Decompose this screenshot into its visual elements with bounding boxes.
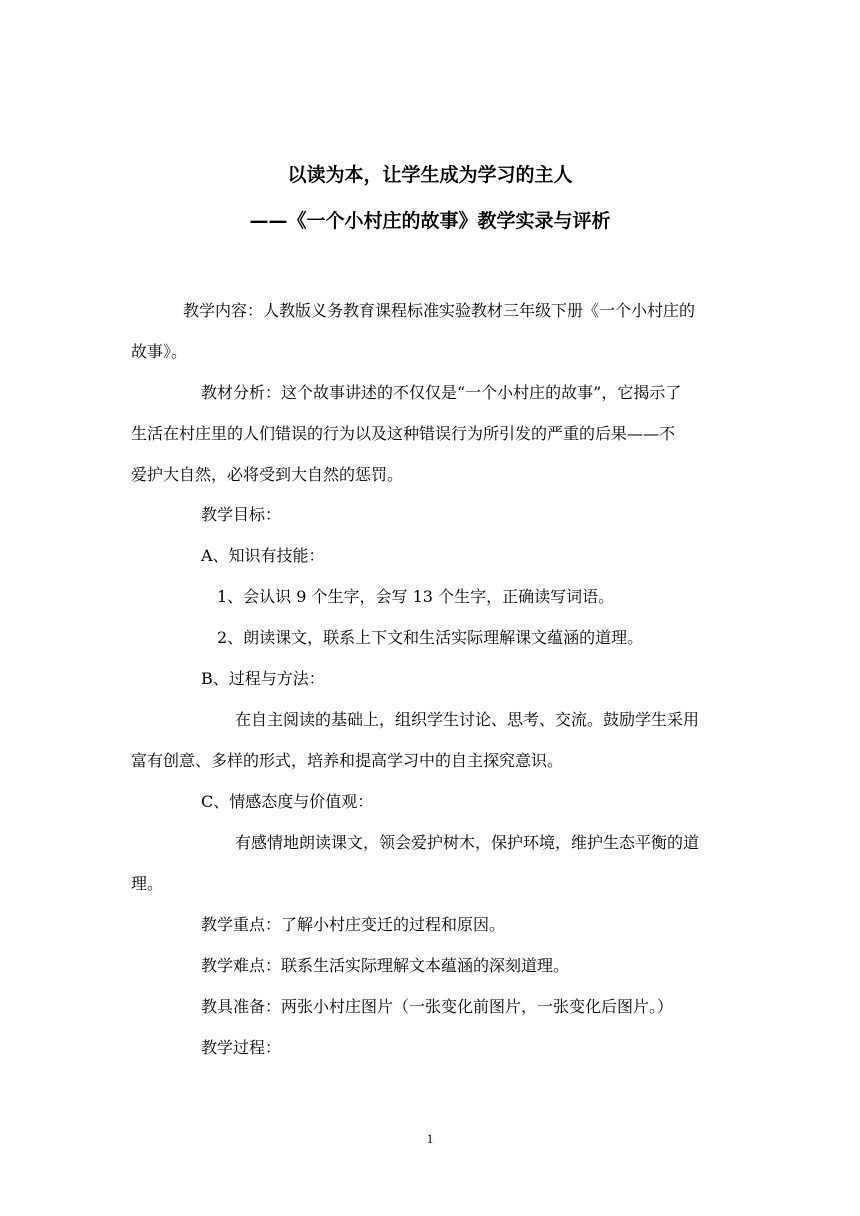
document-subtitle: ——《一个小村庄的故事》教学实录与评析 — [249, 210, 611, 232]
goal-a-item-1: 1、会认识 9 个生字，会写 13 个生字，正确读写词语。 — [217, 587, 615, 606]
goal-b-line-2: 富有创意、多样的形式，培养和提高学习中的自主探究意识。 — [131, 751, 564, 770]
key-point-line: 教学重点：了解小村庄变迁的过程和原因。 — [201, 915, 506, 934]
difficulty-line: 教学难点：联系生活实际理解文本蕴涵的深刻道理。 — [201, 956, 570, 975]
teaching-process-heading: 教学过程： — [201, 1038, 282, 1057]
goal-b-heading: B、过程与方法： — [201, 669, 325, 688]
goal-c-line-1: 有感情地朗读课文，领会爱护树木，保护环境，维护生态平衡的道 — [235, 833, 700, 852]
teaching-content-line-1: 教学内容：人教版义务教育课程标准实验教材三年级下册《一个小村庄的 — [183, 301, 696, 320]
goal-b-line-1: 在自主阅读的基础上，组织学生讨论、思考、交流。鼓励学生采用 — [235, 710, 700, 729]
material-analysis-line-1: 教材分析：这个故事讲述的不仅仅是“一个小村庄的故事”，它揭示了 — [201, 383, 682, 402]
goal-c-line-2: 理。 — [131, 874, 164, 893]
goal-a-item-2: 2、朗读课文，联系上下文和生活实际理解课文蕴涵的道理。 — [217, 628, 644, 647]
goal-c-heading: C、情感态度与价值观： — [201, 792, 374, 811]
teaching-goals-heading: 教学目标： — [201, 505, 282, 524]
material-analysis-line-2: 生活在村庄里的人们错误的行为以及这种错误行为所引发的严重的后果——不 — [131, 424, 676, 443]
document-title: 以读为本，让学生成为学习的主人 — [287, 164, 573, 186]
goal-a-heading: A、知识有技能： — [201, 546, 325, 565]
page-number: 1 — [426, 1131, 434, 1146]
teaching-content-line-2: 故事》。 — [131, 342, 188, 361]
material-analysis-line-3: 爱护大自然，必将受到大自然的惩罚。 — [131, 465, 404, 484]
materials-line: 教具准备：两张小村庄图片（一张变化前图片，一张变化后图片。） — [201, 997, 674, 1016]
